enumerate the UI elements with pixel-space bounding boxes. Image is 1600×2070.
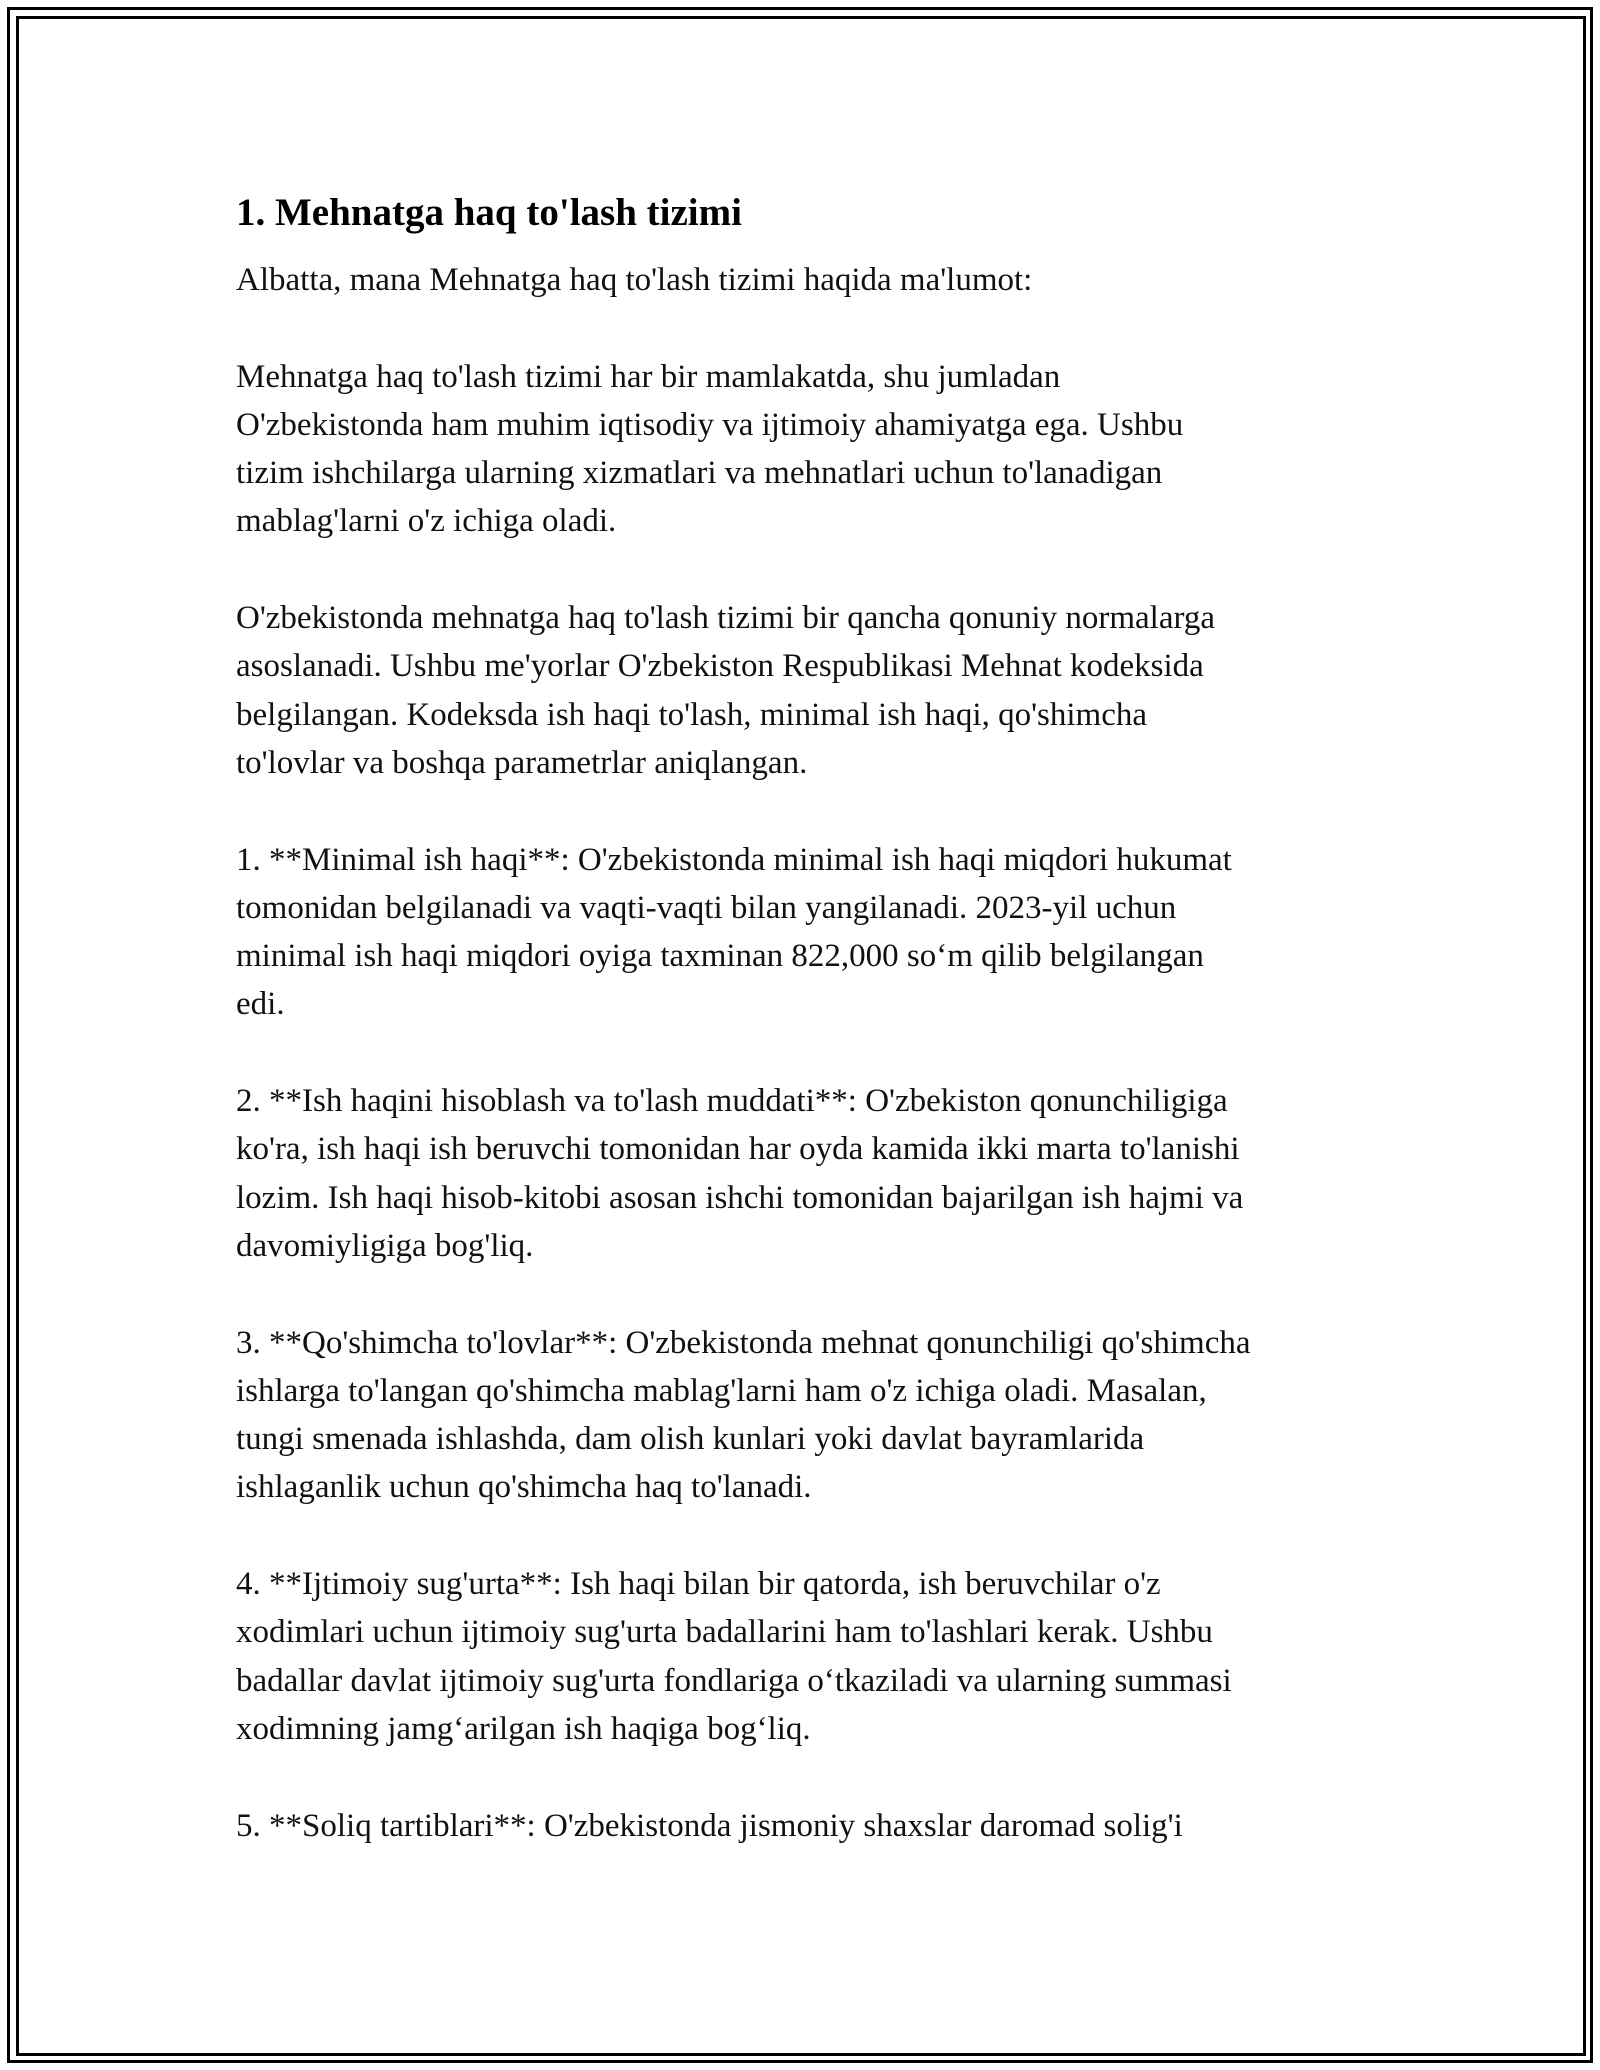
document-body <box>236 188 1376 1898</box>
text-line: ko'ra, ish haqi ish beruvchi tomonidan har oyda kamida ikki marta to'lanishi <box>236 1131 1240 1168</box>
text-line: O'zbekistonda mehnatga haq to'lash tizimi bir qancha qonuniy normalarga <box>236 600 1216 637</box>
text-line: tizim ishchilarga ularning xizmatlari va mehnatlari uchun to'lanadigan <box>236 455 1163 492</box>
text-line: lozim. Ish haqi hisob-kitobi asosan ishchi tomonidan bajarilgan ish hajmi va <box>236 1179 1244 1216</box>
list-item-additional-payments <box>236 1319 1376 1512</box>
text-line: davomiyligiga bog'liq. <box>236 1227 534 1264</box>
text-line: edi. <box>236 986 285 1023</box>
text-line: xodimning jamg‘arilgan ish haqiga bog‘liq. <box>236 1710 811 1747</box>
text-line: to'lovlar va boshqa parametrlar aniqlangan. <box>236 744 808 781</box>
list-item-payment-terms <box>236 1077 1376 1270</box>
text-line: belgilangan. Kodeksda ish haqi to'lash, minimal ish haqi, qo'shimcha <box>236 696 1147 733</box>
text-line: 4. **Ijtimoiy sug'urta**: Ish haqi bilan bir qatorda, ish beruvchilar o'z <box>236 1566 1161 1603</box>
text-line: ishlaganlik uchun qo'shimcha haq to'lanadi. <box>236 1469 812 1506</box>
text-line: tungi smenada ishlashda, dam olish kunlari yoki davlat bayramlarida <box>236 1421 1145 1458</box>
text-line: badallar davlat ijtimoiy sug'urta fondlariga o‘tkaziladi va ularning summasi <box>236 1662 1232 1699</box>
paragraph-overview <box>236 353 1376 546</box>
text-line: 3. **Qo'shimcha to'lovlar**: O'zbekistonda mehnat qonunchiligi qo'shimcha <box>236 1324 1251 1361</box>
text-line: asoslanadi. Ushbu me'yorlar O'zbekiston Respublikasi Mehnat kodeksida <box>236 648 1204 685</box>
text-line: Mehnatga haq to'lash tizimi har bir mamlakatda, shu jumladan <box>236 358 1061 395</box>
text-line: 1. **Minimal ish haqi**: O'zbekistonda minimal ish haqi miqdori hukumat <box>236 841 1232 878</box>
text-line: ishlarga to'langan qo'shimcha mablag'larni ham o'z ichiga oladi. Masalan, <box>236 1372 1207 1409</box>
text-line: mablag'larni o'z ichiga oladi. <box>236 503 617 540</box>
list-item-social-insurance <box>236 1560 1376 1753</box>
list-item-minimal-wage <box>236 836 1376 1029</box>
text-line: O'zbekistonda ham muhim iqtisodiy va ijtimoiy ahamiyatga ega. Ushbu <box>236 406 1184 443</box>
text-line: tomonidan belgilanadi va vaqti-vaqti bilan yangilanadi. 2023-yil uchun <box>236 889 1177 926</box>
text-line: xodimlari uchun ijtimoiy sug'urta badallarini ham to'lashlari kerak. Ushbu <box>236 1614 1213 1651</box>
text-line: 2. **Ish haqini hisoblash va to'lash muddati**: O'zbekiston qonunchiligiga <box>236 1083 1228 1120</box>
paragraph-intro <box>236 256 1376 304</box>
paragraph-legal-basis <box>236 594 1376 787</box>
text-line: 5. **Soliq tartiblari**: O'zbekistonda jismoniy shaxslar daromad solig'i <box>236 1807 1183 1844</box>
document-title: 1. Mehnatga haq to'lash tizimi <box>236 191 742 234</box>
list-item-tax-rules <box>236 1802 1376 1850</box>
text-line: Albatta, mana Mehnatga haq to'lash tizimi haqida ma'lumot: <box>236 262 1033 298</box>
text-line: minimal ish haqi miqdori oyiga taxminan 822,000 so‘m qilib belgilangan <box>236 938 1204 975</box>
